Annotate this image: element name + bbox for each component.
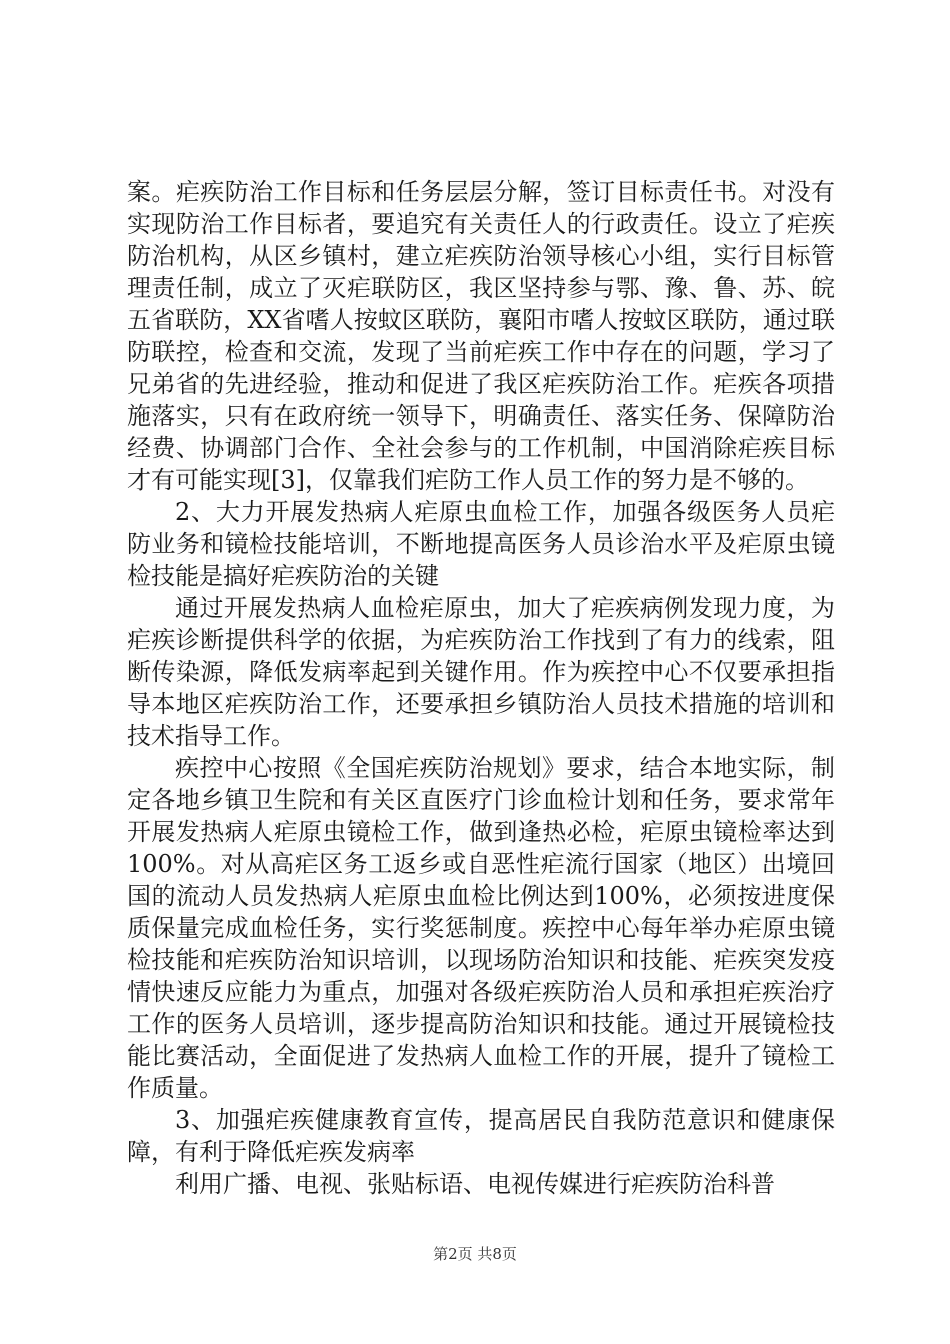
paragraph-cdc-plan: 疾控中心按照《全国疟疾防治规划》要求，结合本地实际，制定各地乡镇卫生院和有关区直医疗门诊血检计划和任务，要求常年开展发热病人疟原虫镜检工作，做到逢热必检，疟原虫镜检率达到100%。对从高疟区务工返乡或自恶性疟流行国家（地区）出境回国的流动人员发热病人疟原虫血检比例达到100%，必须按进度保质保量完成血检任务，实行奖惩制度。疾控中心每年举办疟原虫镜检技能和疟疾防治知识培训，以现场防治知识和技能、疟疾突发疫情快速反应能力为重点，加强对各级疟疾防治人员和承担疟疾治疗工作的医务人员培训，逐步提高防治知识和技能。通过开展镜检技能比赛活动，全面促进了发热病人血检工作的开展，提升了镜检工作质量。	[127, 754, 835, 1102]
paragraph-continuation: 案。疟疾防治工作目标和任务层层分解，签订目标责任书。对没有实现防治工作目标者，要追究有关责任人的行政责任。设立了疟疾防治机构，从区乡镇村，建立疟疾防治领导核心小组，实行目标管理责任制，成立了灭疟联防区，我区坚持参与鄂、豫、鲁、苏、皖五省联防，XX省嗜人按蚊区联防，襄阳市嗜人按蚊区联防，通过联防联控，检查和交流，发现了当前疟疾工作中存在的问题，学习了兄弟省的先进经验，推动和促进了我区疟疾防治工作。疟疾各项措施落实，只有在政府统一领导下，明确责任、落实任务、保障防治经费、协调部门合作、全社会参与的工作机制，中国消除疟疾目标才有可能实现[3]，仅靠我们疟防工作人员工作的努力是不够的。	[127, 178, 835, 494]
section-heading-3: 3、加强疟疾健康教育宣传，提高居民自我防范意识和健康保障，有利于降低疟疾发病率	[127, 1106, 835, 1166]
body-text	[127, 176, 835, 1200]
paragraph-blood-test: 通过开展发热病人血检疟原虫，加大了疟疾病例发现力度，为疟疾诊断提供科学的依据，为疟疾防治工作找到了有力的线索，阻断传染源，降低发病率起到关键作用。作为疾控中心不仅要承担指导本地区疟疾防治工作，还要承担乡镇防治人员技术措施的培训和技术指导工作。	[127, 594, 835, 750]
page-number: 第2页 共8页	[433, 1245, 517, 1263]
section-heading-2: 2、大力开展发热病人疟原虫血检工作，加强各级医务人员疟防业务和镜检技能培训，不断地提高医务人员诊治水平及疟原虫镜检技能是搞好疟疾防治的关键	[127, 498, 835, 590]
paragraph-publicity: 利用广播、电视、张贴标语、电视传媒进行疟疾防治科普	[175, 1170, 775, 1198]
